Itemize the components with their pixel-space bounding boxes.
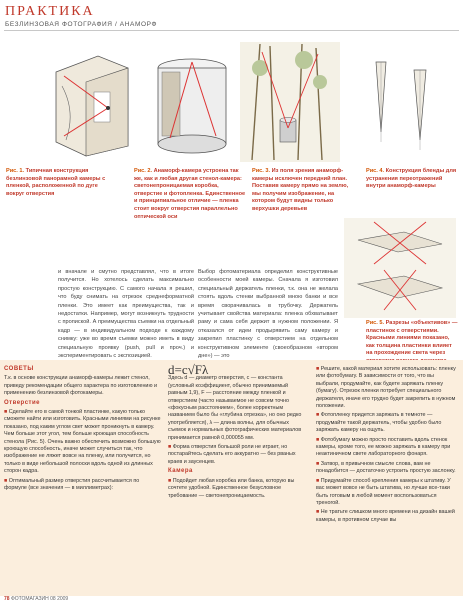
- figure-1-text: Типичная конструкция безлинзовой панорамной камеры с пленкой, расположенной по дуге вокруг отверстия: [6, 168, 106, 197]
- loading-tip: ■ Фотопленку придется заряжать в темноте — продумайте такой держатель, чтобы удобно было заряжать камеру на ощупь.: [316, 412, 442, 434]
- design-tip: ■ Не тратьте слишком много времени на дизайн вашей камеры, в противном случае вы: [316, 509, 455, 523]
- figure-5-text: Разрезы «объективов» — пластинок с отверстиями. Красными линиями показано, как толщина пластинки влияет на прохождение света через: [366, 320, 458, 357]
- figure-3-trees-scene: [240, 42, 340, 162]
- figure-5-number: Рис. 5.: [366, 320, 385, 326]
- tips-column-3: [316, 366, 458, 526]
- formula-explanation: Здесь d — диаметр отверстия, c — константа (условный коэффициент, обычно принимаемый равным 1,9), F — расстояние между пленкой и отверстием (часто называемое не совсем точно «фокусным расстоянием», более корректным названием было бы «глубина отрезка», но оно редко употребляется), λ — длина волны, для обычных съемок и нормальных фотографических материалов принимается равной 0,000055 мм.: [168, 375, 302, 441]
- section-subtitle: БЕЗЛИНЗОВАЯ ФОТОГРАФИЯ / АНАМОРФ: [5, 21, 158, 28]
- figure-1-number: Рис. 1.: [6, 168, 25, 174]
- figure-5-plate-sections: [344, 218, 456, 318]
- figure-3-text: Из поля зрения анаморф-камеры исключен передний план. Поставив камеру прямо на землю, мы получим изображение, на котором будут видны только верхушки деревьев: [252, 168, 349, 212]
- figure-4-number: Рис. 4.: [366, 168, 385, 174]
- figure-1-panorama-camera-drawing: [44, 42, 140, 162]
- paper-tip: ■ Фотобумагу можно просто поставить вдоль стенок камеры, кроме того, ее можно заряжать в камеру при неактиничном свете лабораторного фонаря.: [316, 436, 451, 458]
- figure-3-caption: [252, 168, 356, 214]
- aperture-formula: d=c√Fλ: [168, 362, 209, 377]
- tips-heading: СОВЕТЫ: [4, 366, 34, 372]
- camera-tip-1: ■ Подойдет любая коробка или банка, которую вы сочтете удобной. Единственное безусловное требование — светонепроницаемость.: [168, 477, 295, 499]
- body-column-2: Выбор фотоматериала определил конструктивные особенности моей камеры. Сначала я изготовил специальный держатель пленки, т.к. она не желала стоять вдоль стенки выбранной мною банки и все время сворачивалась в трубочку. Держатель учитывает свойства материала: пленка обхватывает раму и сама себя держит в нужном положении. Я отказался от идеи продырявить саму камеру и закрепил пластинку с отверстием на отдельном конструктивном элементе (своеобразном «втором дне») — это: [198, 269, 338, 360]
- magazine-issue: ФОТОМАГАЗИН 08 2009: [10, 596, 69, 602]
- figure-3-number: Рис. 3.: [252, 168, 271, 174]
- tips-column-1: [4, 366, 162, 495]
- page-footer: [4, 596, 68, 602]
- figure-2-number: Рис. 2.: [134, 168, 153, 174]
- material-tip: ■ Решите, какой материал хотите использовать: пленку или фотобумагу. В зависимости от того, что вы выбрали, продумайте, как будете заряжать пленку (бумагу). Отрезок пленки потребует специального держателя, иначе его трудно будет закрепить в нужном положении.: [316, 366, 456, 410]
- figure-4-lens-hood-drawing: [344, 42, 456, 162]
- tips-intro: Т.к. в основе конструкции анаморф-камеры лежит стенол, приведу рекомендации общего характера по изготовлению и применению безлинзовой фотокамеры.: [4, 375, 157, 397]
- shutter-tip: ■ Затвор, в привычном смысле слова, вам не понадобится — достаточно устроить простую заслонку.: [316, 460, 456, 475]
- header-divider: [4, 30, 459, 31]
- tripod-tip: ■ Придумайте способ крепления камеры к штативу. У вас может вовсе не быть штатива, но лучше все-таки быть готовым в любой момент воспользоваться треногой.: [316, 477, 451, 506]
- hole-tip-1: ■ Сделайте его в самой тонкой пластинке, какую только сможете найти или изготовить. Красными линиями на рисунке показано, под каким углом свет может проникнуть в камеру. Чем больше этот угол, тем больше кроющая способность стенола (Рис. 5). Очень важно обеспечить возможно большую кроющую способность, иначе может случиться так, что изображение не ляжет вовсе на пленку, или получится, но только в виде небольшой полоски вдоль одной из длинных сторон кадра.: [4, 409, 161, 475]
- figure-2-anamorph-camera-drawing: [150, 42, 234, 162]
- tips-box: [0, 360, 463, 596]
- section-title: ПРАКТИКА: [5, 4, 95, 19]
- page-number: 78: [4, 596, 10, 602]
- hole-tip-2: ■ Оптимальный размер отверстия рассчитывается по формуле (все значения — в миллиметрах):: [4, 477, 140, 492]
- body-column-1: и вначале и смутно представлял, что в итоге получится. Но хотелось сделать максимально простую конструкцию. С самого начала я решил, что буду снимать на отрезок среднеформатной пленки. Это имеет как преимущества, так и недостатки. Например, могут возникнуть трудности с пропиской. А преимущества съемки на отдельный кадр — в индивидуальном подходе к каждому снимку: уже во время съемки можно иметь в виду специальную проявку (push, pull и проч.) и экспериментировать с экспозицией.: [58, 269, 194, 360]
- tips-column-2: [168, 362, 308, 502]
- figure-4-text: Конструкция бленды для устранения переотражений внутри анаморф-камеры: [366, 168, 457, 190]
- hole-tip-3: ■ Форма отверстия большой роли не играет, но постарайтесь сделать его аккуратно — без рваных краев и заусенцев.: [168, 444, 296, 465]
- figure-4-caption: [366, 168, 458, 191]
- camera-heading: Камера: [168, 468, 193, 475]
- figure-2-text: Анаморф-камера устроена так же, как и любая другая стенол-камера: светонепроницаемая коробка, отверстие и фотопленка. Единственное и принципиальное отличие — пленка стоит вокруг отверстия параллельно оптической оси: [134, 168, 246, 220]
- figure-2-caption: [134, 168, 246, 221]
- hole-heading: Отверстие: [4, 399, 41, 406]
- figure-1-caption: [6, 168, 106, 198]
- figure-5-caption: [366, 320, 458, 366]
